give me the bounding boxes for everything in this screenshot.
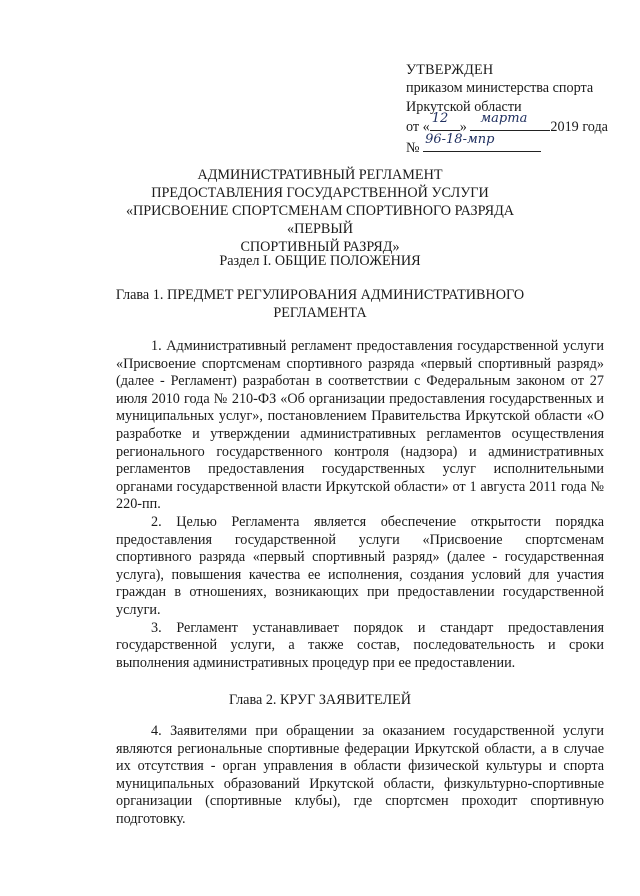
handwritten-month: марта	[480, 111, 528, 127]
chapter-1-heading: Глава 1. ПРЕДМЕТ РЕГУЛИРОВАНИЯ АДМИНИСТРАТИВНОГО РЕГЛАМЕНТА	[115, 287, 525, 321]
approval-authority: приказом министерства спорта	[406, 80, 594, 97]
paragraph-2: 2. Целью Регламента является обеспечение открытости порядка предоставления государственной услуги «Присвоение спортсменам спортивного разряда «первый спортивный разряд» (далее - государственная услуга), повышения качества ее исполнения, создания условий для участия граждан в отношениях, возникающих при предоставлении государственной услуги.	[116, 513, 604, 618]
paragraph-4: 4. Заявителями при обращении за оказанием государственной услуги являются региональные спортивные федерации Иркутской области, а в случае их отсутствия - орган управления в области физической культуры и спорта муниципальных образований Иркутской области, физкультурно-спортивные организации (спортивные клубы), где спортсмен проходит спортивную подготовку.	[116, 723, 604, 827]
date-day-field	[430, 111, 460, 131]
handwritten-number: 96-18-мпр	[425, 131, 495, 147]
date-month-field	[470, 111, 550, 131]
chapter-2-heading: Глава 2. КРУГ ЗАЯВИТЕЛЕЙ	[228, 692, 412, 708]
document-title: АДМИНИСТРАТИВНЫЙ РЕГЛАМЕНТ ПРЕДОСТАВЛЕНИЯ ГОСУДАРСТВЕННОЙ УСЛУГИ «ПРИСВОЕНИЕ СПОРТСМЕНАМ СПОРТИВНОГО РАЗРЯДА «ПЕРВЫЙ СПОРТИВНЫЙ РАЗРЯД»	[125, 167, 515, 255]
chapter-2-body	[116, 723, 604, 829]
approval-number-line: № 96-18-мпр	[406, 137, 628, 157]
handwritten-day: 12	[431, 111, 449, 127]
paragraph-1: 1. Административный регламент предоставления государственной услуги «Присвоение спортсменам спортивного разряда «первый спортивный разряд» (далее - Регламент) разработан в соответствии с Федеральным законом от 27 июля 2010 года № 210-ФЗ «Об организации предоставления государственных и муниципальных услуг», постановлением Правительства Иркутской области «О разработке и утверждении административных регламентов осуществления регионального государственного контроля (надзора) и административных регламентов предоставления государственных услуг исполнительными органами государственной власти Иркутской области» от 1 августа 2011 года № 220-пп.	[116, 338, 604, 513]
approval-block	[406, 61, 628, 157]
paragraph-3: 3. Регламент устанавливает порядок и стандарт предоставления государственной услуги, а также состав, последовательность и сроки выполнения административных процедур при ее предоставлении.	[116, 619, 604, 671]
approval-heading: УТВЕРЖДЕН	[406, 62, 494, 78]
section-heading: Раздел I. ОБЩИЕ ПОЛОЖЕНИЯ	[219, 253, 421, 269]
approval-date-line: от « 12 » марта 2019 года	[406, 111, 608, 136]
chapter-1-body	[116, 338, 604, 672]
approval-region: Иркутской области	[406, 98, 522, 115]
